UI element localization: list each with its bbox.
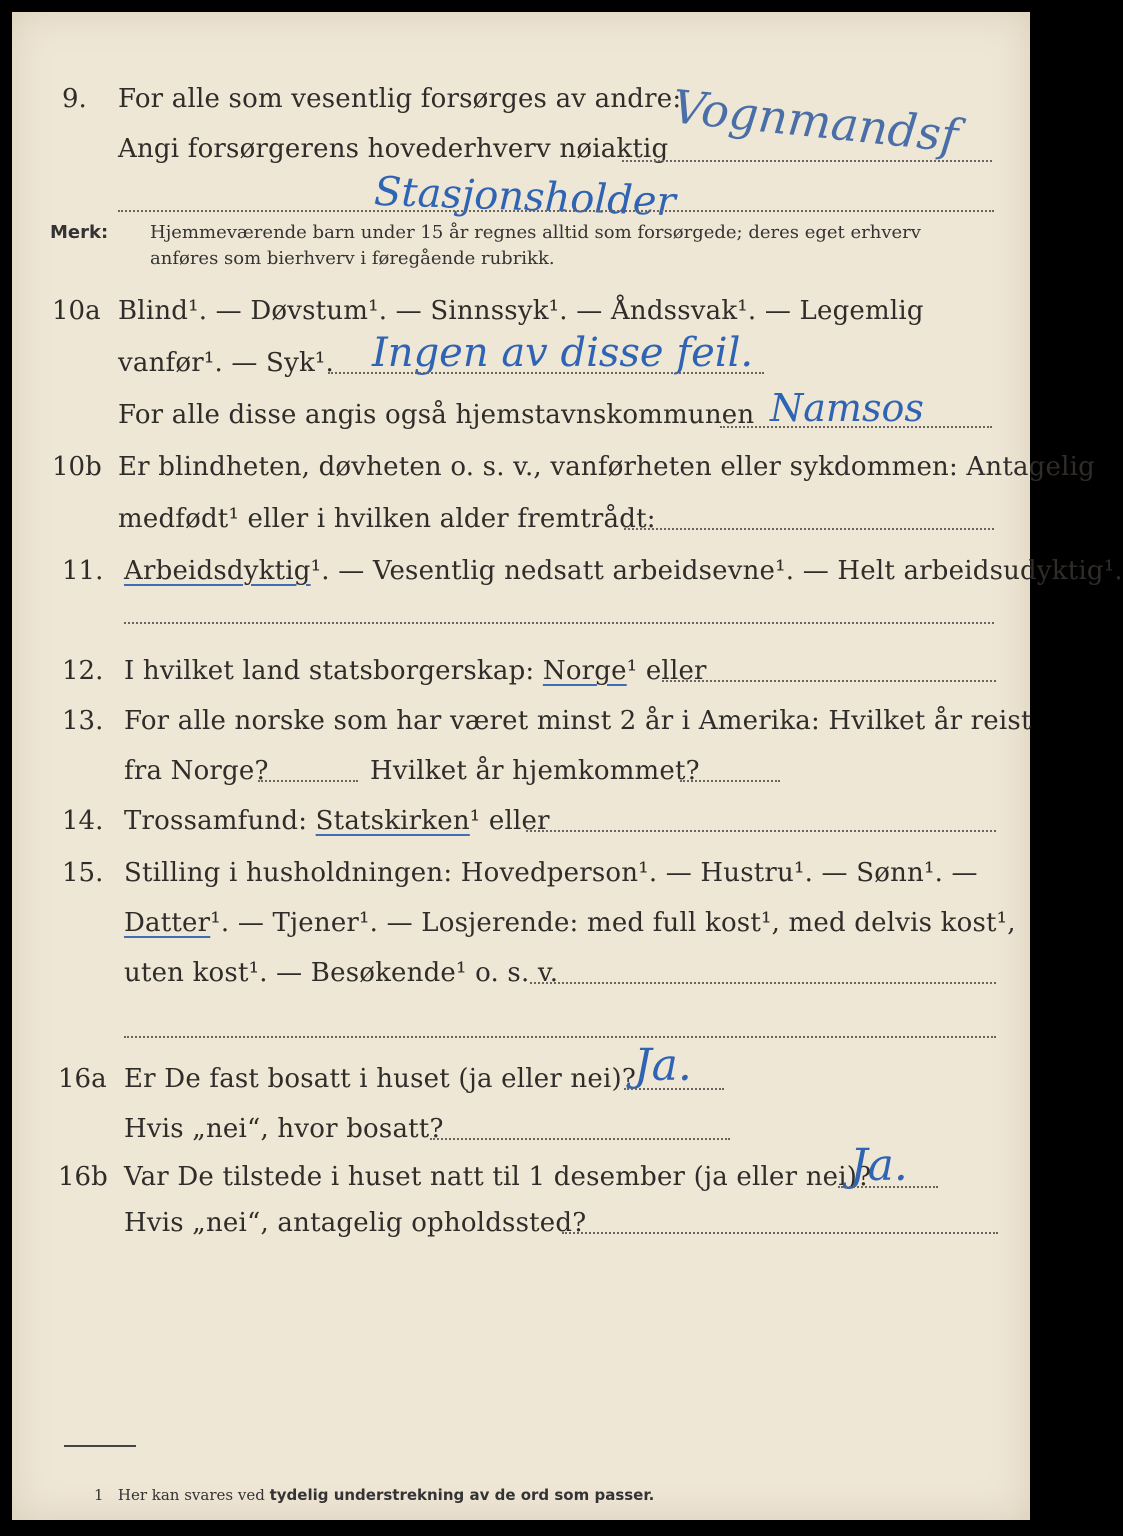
q13-fill-line-b bbox=[680, 780, 780, 782]
q11-fill-line bbox=[124, 622, 994, 624]
q15-fill-line-2 bbox=[124, 1036, 996, 1038]
footnote-bold: tydelig understrekning av de ord som passer. bbox=[269, 1486, 655, 1504]
q11-rest: ¹. — Vesentlig nedsatt arbeidsevne¹. — Helt arbeidsudyktig¹. bbox=[310, 556, 1123, 586]
q16a-number: 16a bbox=[58, 1064, 107, 1094]
census-form-page bbox=[12, 12, 1123, 1520]
q10a-line1: Blind¹. — Døvstum¹. — Sinnssyk¹. — Åndssvak¹. — Legemlig bbox=[118, 296, 924, 326]
q14-option-statskirken: Statskirken bbox=[315, 806, 470, 836]
q14-fill-line bbox=[526, 830, 996, 832]
q15-fill-line bbox=[530, 982, 996, 984]
q9-number: 9. bbox=[62, 84, 87, 114]
q11-number: 11. bbox=[62, 556, 104, 586]
q10b-fill-line bbox=[624, 528, 994, 530]
q16a-line2: Hvis „nei“, hvor bosatt? bbox=[124, 1114, 444, 1144]
q16b-number: 16b bbox=[58, 1162, 108, 1192]
q13-line2a: fra Norge? bbox=[124, 756, 269, 786]
q15-line1: Stilling i husholdningen: Hovedperson¹. — Hustru¹. — Sønn¹. — bbox=[124, 858, 978, 888]
q14-text bbox=[124, 806, 550, 836]
q10b-number: 10b bbox=[52, 452, 102, 482]
q13-number: 13. bbox=[62, 706, 104, 736]
q11-text bbox=[124, 556, 1123, 586]
q10b-line1: Er blindheten, døvheten o. s. v., vanførheten eller sykdommen: Antagelig bbox=[118, 452, 1095, 482]
q12-fill-line bbox=[662, 680, 996, 682]
q10a-fill-line3 bbox=[720, 426, 992, 428]
q10a-line2: vanfør¹. — Syk¹. bbox=[118, 348, 334, 378]
q10a-number: 10a bbox=[52, 296, 101, 326]
q12-option-norge: Norge bbox=[542, 656, 627, 686]
q15-line2 bbox=[124, 908, 1016, 938]
q16a-fill-line-2 bbox=[430, 1138, 730, 1140]
q16a-answer-handwriting: Ja. bbox=[634, 1040, 692, 1091]
q15-line3: uten kost¹. — Besøkende¹ o. s. v. bbox=[124, 958, 559, 988]
footnote-rule bbox=[64, 1445, 136, 1447]
q14-number: 14. bbox=[62, 806, 104, 836]
q10a-line3: For alle disse angis også hjemstavnskommunen bbox=[118, 400, 755, 430]
q10a-answer3-handwriting: Namsos bbox=[770, 386, 924, 430]
q16a-fill-line bbox=[624, 1088, 724, 1090]
q12-pre: I hvilket land statsborgerskap: bbox=[124, 656, 535, 686]
q10a-fill-line bbox=[328, 372, 764, 374]
footnote-pre: Her kan svares ved bbox=[117, 1486, 265, 1504]
q16b-fill-line-2 bbox=[562, 1232, 998, 1234]
q15-line2-rest: ¹. — Tjener¹. — Losjerende: med full kost¹, med delvis kost¹, bbox=[210, 908, 1016, 938]
q16b-line1: Var De tilstede i huset natt til 1 desember (ja eller nei)? bbox=[124, 1162, 872, 1192]
q14-post: ¹ eller bbox=[469, 806, 550, 836]
q16b-answer-handwriting: Ja. bbox=[850, 1140, 908, 1191]
q12-post: ¹ eller bbox=[626, 656, 707, 686]
q16a-line1: Er De fast bosatt i huset (ja eller nei)? bbox=[124, 1064, 636, 1094]
q10a-answer-handwriting: Ingen av disse feil. bbox=[372, 330, 754, 376]
q9-line2: Angi forsørgerens hovederhverv nøiaktig bbox=[118, 134, 669, 164]
q15-option-datter: Datter bbox=[124, 908, 211, 938]
q11-option-arbeidsdyktig: Arbeidsdyktig bbox=[124, 556, 311, 586]
q15-number: 15. bbox=[62, 858, 104, 888]
q14-pre: Trossamfund: bbox=[124, 806, 308, 836]
merk-label: Merk: bbox=[50, 222, 109, 243]
q13-fill-line-a bbox=[258, 780, 358, 782]
q12-text bbox=[124, 656, 707, 686]
q13-line1: For alle norske som har været minst 2 år i Amerika: Hvilket år reist bbox=[124, 706, 1032, 736]
q13-line2b: Hvilket år hjemkommet? bbox=[370, 756, 700, 786]
q16b-fill-line bbox=[838, 1186, 938, 1188]
footnote-mark: 1 bbox=[94, 1486, 104, 1504]
q9-answer-line bbox=[118, 210, 994, 212]
q9-line1: For alle som vesentlig forsørges av andre: bbox=[118, 84, 682, 114]
q10b-line2: medfødt¹ eller i hvilken alder fremtrådt: bbox=[118, 504, 656, 534]
merk-line1: Hjemmeværende barn under 15 år regnes alltid som forsørgede; deres eget erhverv bbox=[150, 222, 921, 243]
q12-number: 12. bbox=[62, 656, 104, 686]
merk-line2: anføres som bierhverv i føregående rubrikk. bbox=[150, 248, 555, 269]
q9-answer-top-handwriting: Vognmandsf bbox=[669, 79, 961, 163]
q16b-line2: Hvis „nei“, antagelig opholdssted? bbox=[124, 1208, 587, 1238]
footnote bbox=[94, 1486, 654, 1504]
q9-answer-handwriting: Stasjonsholder bbox=[373, 168, 677, 226]
